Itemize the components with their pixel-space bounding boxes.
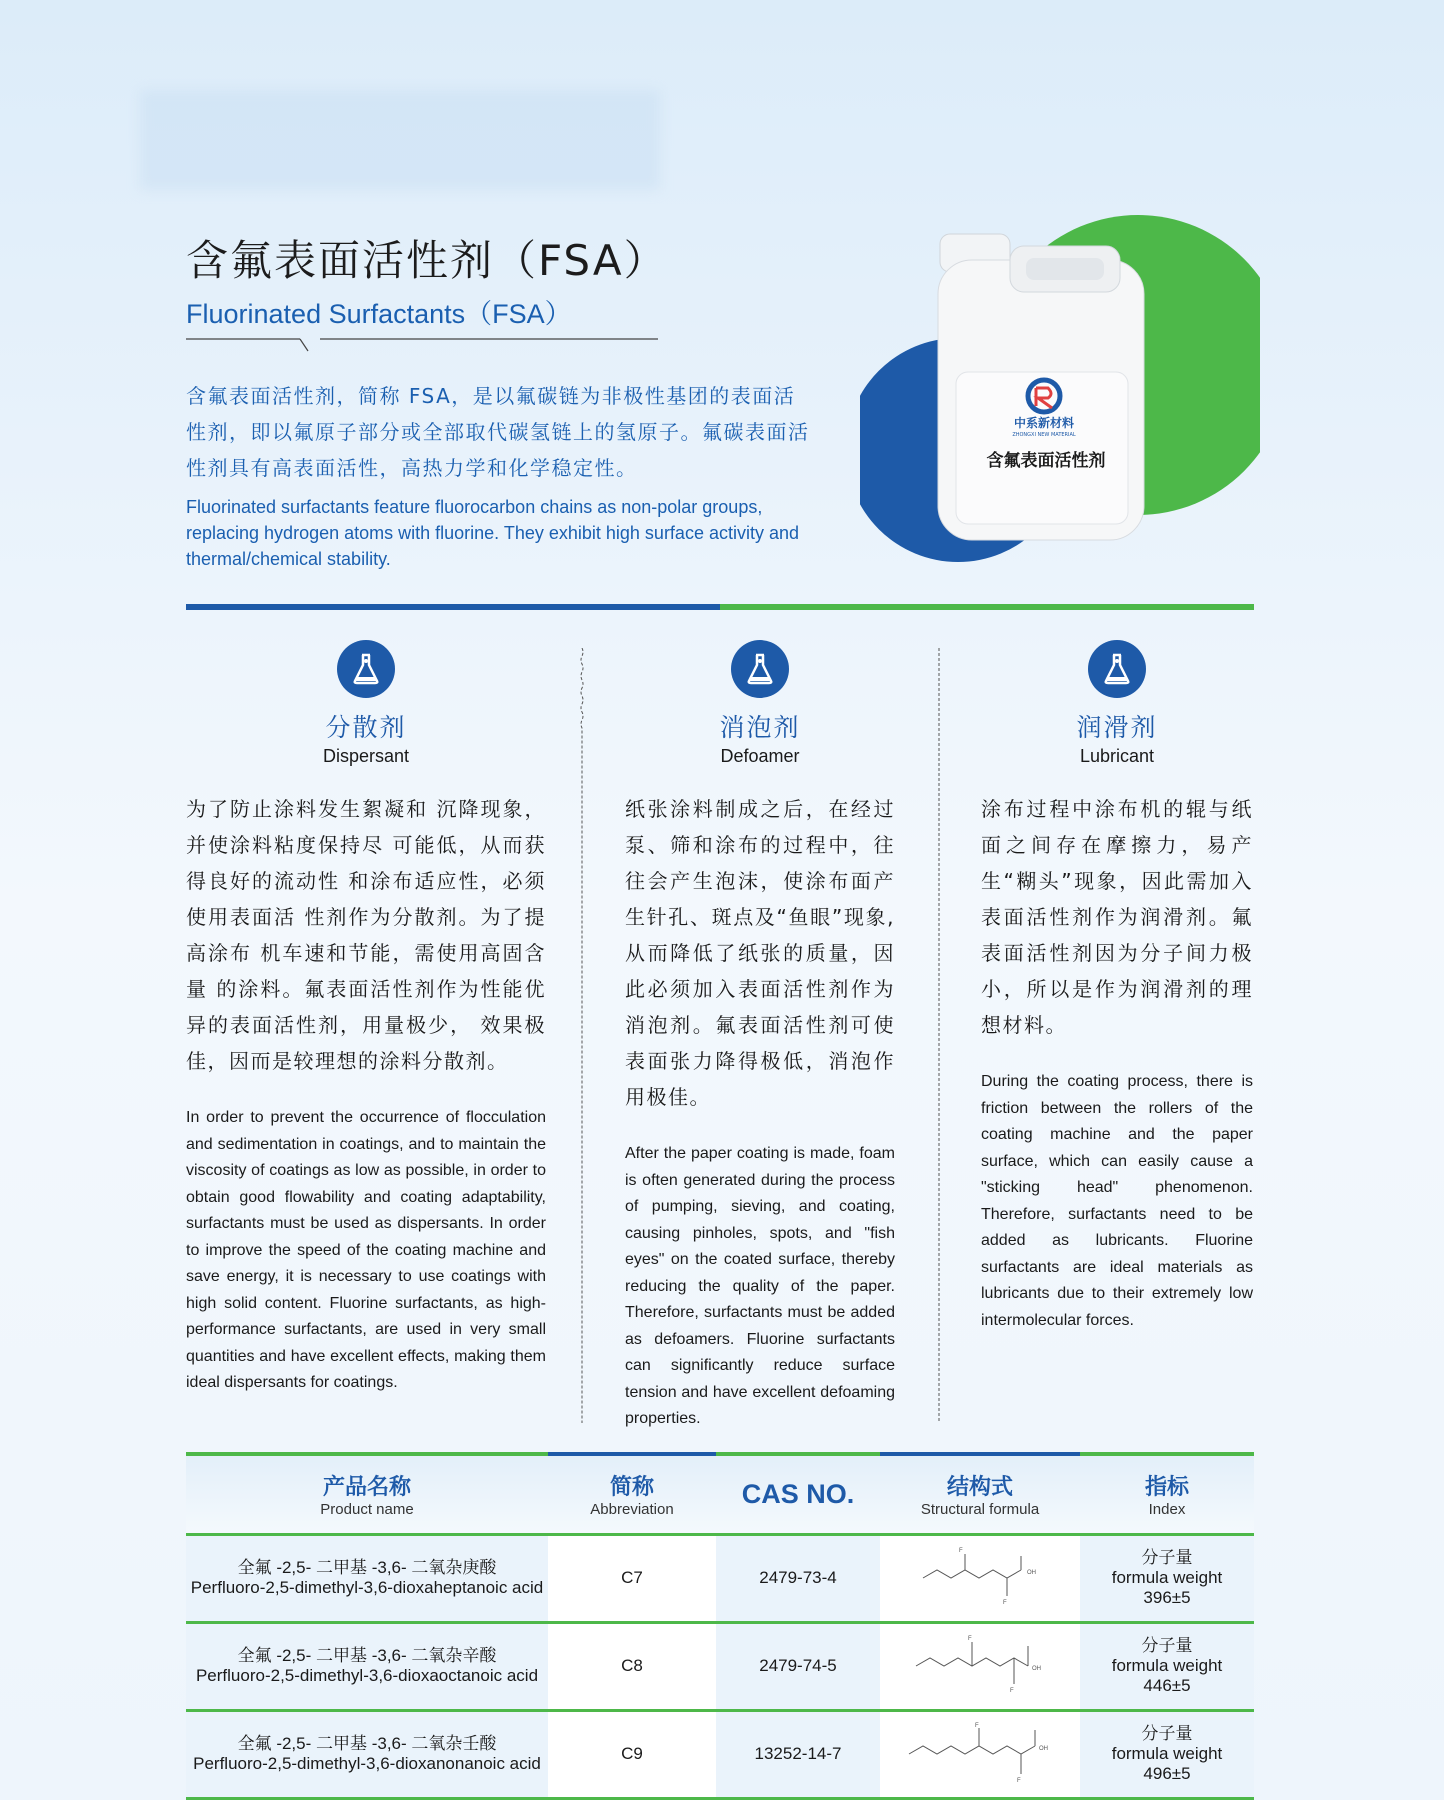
cell-structure [880,1622,1080,1710]
svg-text:F: F [1003,1599,1007,1606]
col-header-cas: CAS NO. [716,1454,880,1534]
use-title-cn: 润滑剂 [1076,713,1158,742]
use-column-defoamer [625,640,895,1433]
flask-icon [731,640,789,698]
cell-abbreviation: C7 [548,1534,716,1622]
cell-index: 分子量 formula weight 496±5 [1080,1710,1254,1798]
cell-product-name: 全氟 -2,5- 二甲基 -3,6- 二氧杂辛酸 Perfluoro-2,5-dimethyl-3,6-dioxaoctanoic acid [186,1622,548,1710]
use-body-en: During the coating process, there is friction between the rollers of the coating machine and the paper surface, which can easily cause a "sticking head" phenomenon. Therefore, surfactants need to be added as lubricants. Fluorine surfactants are ideal materials as lubricants due to their extremely low intermolecular forces. [981,1073,1253,1329]
structure-diagram-c8 [910,1632,1050,1696]
cell-abbreviation: C9 [548,1710,716,1798]
use-column-dispersant [186,640,546,1397]
use-title-cn: 分散剂 [325,713,407,742]
cell-product-name: 全氟 -2,5- 二甲基 -3,6- 二氧杂壬酸 Perfluoro-2,5-dimethyl-3,6-dioxanonanoic acid [186,1710,548,1798]
svg-text:F: F [959,1547,963,1554]
background-blur-band [140,90,660,190]
use-body-cn: 纸张涂料制成之后，在经过泵、筛和涂布的过程中，往往会产生泡沫，使涂布面产生针孔、斑点及“鱼眼”现象,从而降低了纸张的质量，因此必须加入表面活性剂作为消泡剂。氟表面活性剂可使表面张力降得极低，消泡作用极佳。 [625,797,895,1109]
svg-text:F: F [1010,1687,1014,1694]
svg-text:F: F [975,1722,979,1729]
cell-structure [880,1534,1080,1622]
page-title: 含氟表面活性剂（FSA） [186,236,668,285]
cell-index: 分子量 formula weight 446±5 [1080,1622,1254,1710]
column-separator [579,648,585,1423]
col-header-abbreviation: 简称 Abbreviation [548,1454,716,1534]
use-title-cn: 消泡剂 [719,713,801,742]
use-title-en: Defoamer [720,746,800,766]
svg-text:OH: OH [1032,1665,1041,1672]
table-row [186,1622,1254,1710]
title-divider [186,337,658,353]
brand-text: 中系新材料 [1013,416,1075,430]
page-subtitle: Fluorinated Surfactants（FSA） [186,299,572,329]
col-header-index: 指标 Index [1080,1454,1254,1534]
flask-icon [337,640,395,698]
structure-diagram-c7 [915,1544,1045,1608]
cell-product-name: 全氟 -2,5- 二甲基 -3,6- 二氧杂庚酸 Perfluoro-2,5-dimethyl-3,6-dioxaheptanoic acid [186,1534,548,1622]
svg-text:OH: OH [1027,1569,1036,1576]
use-title-en: Dispersant [322,746,410,766]
svg-text:F: F [968,1635,972,1642]
intro-text-en: Fluorinated surfactants feature fluorocarbon chains as non-polar groups, replacing hydrogen atoms with fluorine. They exhibit high surface activity and thermal/chemical stability. [186,497,800,569]
use-title-en: Lubricant [1079,746,1155,766]
col-header-product-name: 产品名称 Product name [186,1454,548,1534]
product-jug-image [860,200,1260,570]
table-row [186,1710,1254,1798]
product-table [186,1452,1254,1800]
cell-index: 分子量 formula weight 396±5 [1080,1534,1254,1622]
table-header-row [186,1454,1254,1534]
brand-subtext: ZHONGXI NEW MATERIAL [1012,432,1076,438]
section-divider [186,604,1254,610]
cell-structure [880,1710,1080,1798]
use-column-lubricant [981,640,1253,1334]
use-body-cn: 涂布过程中涂布机的辊与纸面之间存在摩擦力，易产生“糊头”现象，因此需加入表面活性剂作为润滑剂。氟表面活性剂因为分子间力极小，所以是作为润滑剂的理想材料。 [981,797,1253,1037]
column-separator [936,648,942,1423]
cell-abbreviation: C8 [548,1622,716,1710]
use-body-en: In order to prevent the occurrence of flocculation and sedimentation in coatings, and to maintain the viscosity of coatings as low as possible, in order to obtain good flowability and coating adaptability, surfactants must be used as dispersants. In order to improve the speed of the coating machine and save energy, it is necessary to use coatings with high solid content. Fluorine surfactants, as high-performance surfactants, are used in very small quantities and have excellent effects, making them ideal dispersants for coatings. [186,1109,546,1391]
use-body-en: After the paper coating is made, foam is often generated during the process of pumping, sieving, and coating, causing pinholes, spots, and "fish eyes" on the coated surface, thereby reducing the quality of the paper. Therefore, surfactants must be added as defoamers. Fluorine surfactants can significantly reduce surface tension and have excellent defoaming properties. [625,1145,895,1427]
use-body-cn: 为了防止涂料发生絮凝和 沉降现象，并使涂料粘度保持尽 可能低，从而获得良好的流动性 和涂布适应性，必须使用表面活 性剂作为分散剂。为了提高涂布 机车速和节能，需使用高固含量 的涂料。氟表面活性剂作为性能优异的表面活性剂，用量极少， 效果极佳，因而是较理想的涂料分散剂。 [186,797,546,1073]
cell-cas: 13252-14-7 [716,1710,880,1798]
intro-text-cn: 含氟表面活性剂，简称 FSA，是以氟碳链为非极性基团的表面活性剂，即以氟原子部分或全部取代碳氢链上的氢原子。氟碳表面活性剂具有高表面活性，高热力学和化学稳定性。 [186,384,810,480]
flask-icon [1088,640,1146,698]
cell-cas: 2479-73-4 [716,1534,880,1622]
col-header-structural-formula: 结构式 Structural formula [880,1454,1080,1534]
table-row [186,1534,1254,1622]
cell-cas: 2479-74-5 [716,1622,880,1710]
structure-diagram-c9 [905,1720,1055,1784]
svg-text:OH: OH [1039,1745,1048,1752]
svg-text:F: F [1017,1777,1021,1784]
jug-label: 含氟表面活性剂 [986,451,1106,471]
